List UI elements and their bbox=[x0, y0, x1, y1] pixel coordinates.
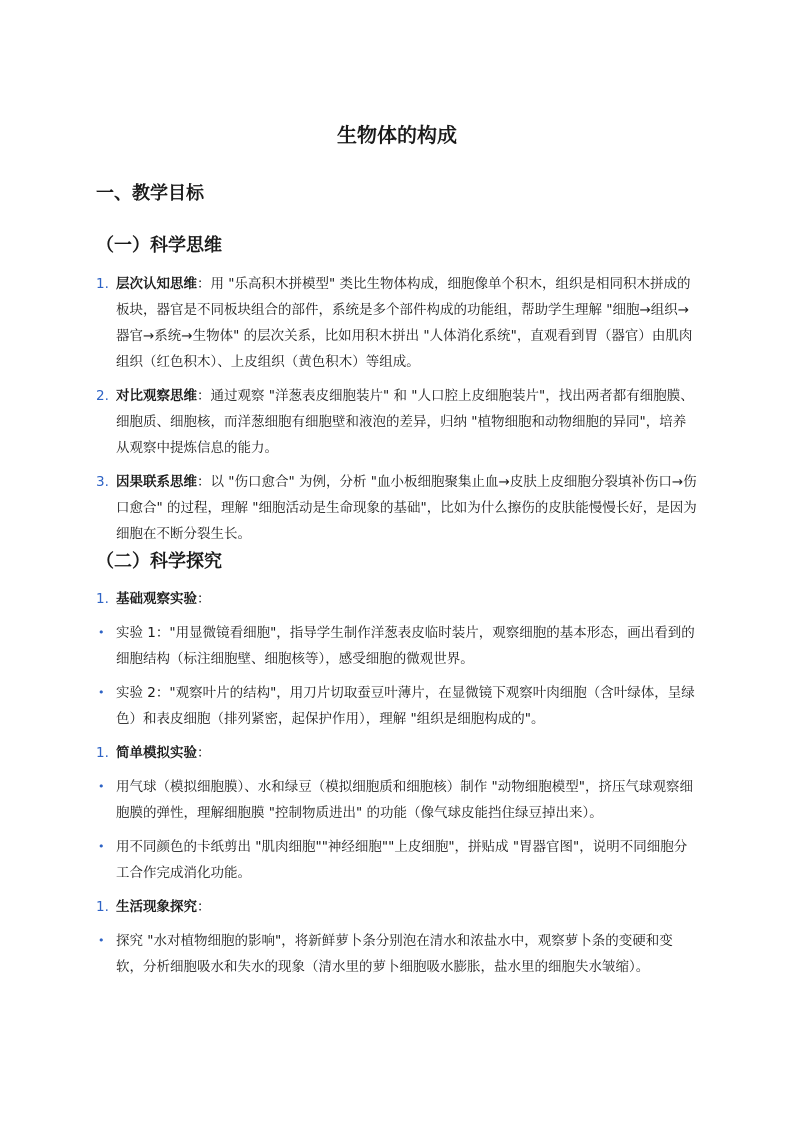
section-heading-objectives: 一、教学目标 bbox=[96, 183, 204, 204]
item-text: 实验 2："观察叶片的结构"，用刀片切取蚕豆叶薄片，在显微镜下观察叶肉细胞（含叶绿体，呈绿色）和表皮细胞（排列紧密，起保护作用），理解 "组织是细胞构成的"。 bbox=[116, 685, 695, 727]
group-heading-simulation bbox=[96, 740, 698, 766]
list-item bbox=[96, 834, 698, 886]
group-label: 简单模拟实验 bbox=[116, 745, 197, 761]
group-colon: ： bbox=[197, 591, 211, 607]
list-number: 1. bbox=[96, 899, 109, 915]
item-text: ：通过观察 "洋葱表皮细胞装片" 和 "人口腔上皮细胞装片"，找出两者都有细胞膜、细胞质、细胞核，而洋葱细胞有细胞壁和液泡的差异，归纳 "植物细胞和动物细胞的异同"，培养从观察中提炼信息的能力。 bbox=[116, 388, 694, 456]
group-label: 基础观察实验 bbox=[116, 591, 197, 607]
group-colon: ： bbox=[197, 899, 211, 915]
list-number: 1. bbox=[96, 276, 109, 292]
item-bold-label: 层次认知思维 bbox=[116, 276, 197, 292]
list-item bbox=[96, 383, 698, 461]
list-number: 2. bbox=[96, 388, 109, 404]
item-bold-label: 因果联系思维 bbox=[116, 474, 197, 490]
item-text: 实验 1："用显微镜看细胞"，指导学生制作洋葱表皮临时装片，观察细胞的基本形态，画出看到的细胞结构（标注细胞壁、细胞核等），感受细胞的微观世界。 bbox=[116, 625, 695, 667]
list-item bbox=[96, 928, 698, 980]
item-text: 探究 "水对植物细胞的影响"，将新鲜萝卜条分别泡在清水和浓盐水中，观察萝卜条的变硬和变软，分析细胞吸水和失水的现象（清水里的萝卜细胞吸水膨胀，盐水里的细胞失水皱缩）。 bbox=[116, 933, 673, 975]
group-heading-life-phenomena bbox=[96, 894, 698, 920]
subsection-heading-scientific-inquiry: （二）科学探究 bbox=[96, 551, 222, 572]
scientific-thinking-list bbox=[96, 271, 698, 555]
bullet-dot-icon: • bbox=[98, 626, 105, 639]
page-title: 生物体的构成 bbox=[337, 123, 457, 147]
list-number: 1. bbox=[96, 591, 109, 607]
list-item bbox=[96, 680, 698, 732]
group-heading-basic-observation bbox=[96, 586, 698, 612]
scientific-inquiry-list bbox=[96, 586, 698, 988]
item-text: 用不同颜色的卡纸剪出 "肌肉细胞""神经细胞""上皮细胞"，拼贴成 "胃器官图"，说明不同细胞分工合作完成消化功能。 bbox=[116, 839, 688, 881]
bullet-dot-icon: • bbox=[98, 780, 105, 793]
bullet-dot-icon: • bbox=[98, 934, 105, 947]
bullet-dot-icon: • bbox=[98, 840, 105, 853]
group-label: 生活现象探究 bbox=[116, 899, 197, 915]
group-colon: ： bbox=[197, 745, 211, 761]
list-number: 1. bbox=[96, 745, 109, 761]
bullet-dot-icon: • bbox=[98, 686, 105, 699]
item-text: 用气球（模拟细胞膜）、水和绿豆（模拟细胞质和细胞核）制作 "动物细胞模型"，挤压气球观察细胞膜的弹性，理解细胞膜 "控制物质进出" 的功能（像气球皮能挡住绿豆掉出来）。 bbox=[116, 779, 693, 821]
subsection-heading-scientific-thinking: （一）科学思维 bbox=[96, 235, 222, 256]
list-item bbox=[96, 469, 698, 547]
item-bold-label: 对比观察思维 bbox=[116, 388, 197, 404]
list-item bbox=[96, 774, 698, 826]
list-item bbox=[96, 620, 698, 672]
list-number: 3. bbox=[96, 474, 109, 490]
item-text: ：以 "伤口愈合" 为例，分析 "血小板细胞聚集止血→皮肤上皮细胞分裂填补伤口→伤口愈合" 的过程，理解 "细胞活动是生命现象的基础"，比如为什么擦伤的皮肤能慢慢长好，是因为细胞在不断分裂生长。 bbox=[116, 474, 697, 542]
list-item bbox=[96, 271, 698, 375]
item-text: ：用 "乐高积木拼模型" 类比生物体构成，细胞像单个积木，组织是相同积木拼成的板块，器官是不同板块组合的部件，系统是多个部件构成的功能组，帮助学生理解 "细胞→组织→器官→系统→生物体" 的层次关系，比如用积木拼出 "人体消化系统"，直观看到胃（器官）由肌肉组织（红色积木）、上皮组织（黄色积木）等组成。 bbox=[116, 276, 693, 370]
